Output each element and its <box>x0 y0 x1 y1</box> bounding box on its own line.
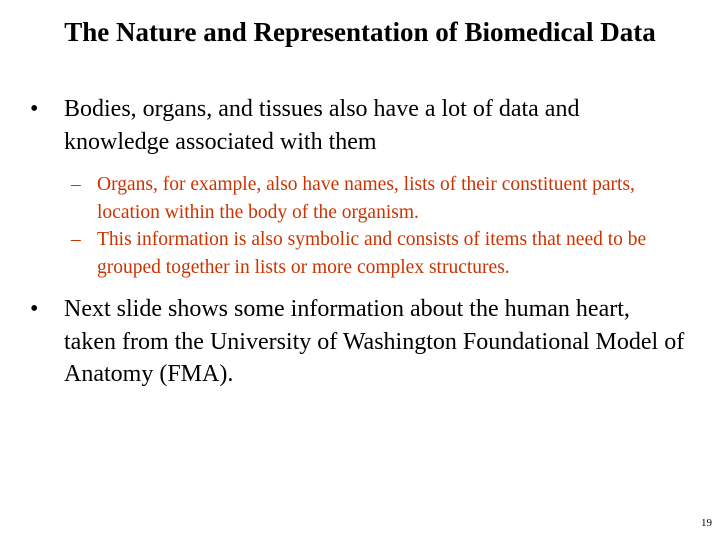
sub-bullet-marker: – <box>71 174 81 195</box>
sub-bullet-text: Organs, for example, also have names, lists of their constituent parts, location within the body of the organism. <box>97 174 635 223</box>
bullet-item <box>26 293 686 391</box>
sub-bullet-item <box>26 171 686 226</box>
page-number: 19 <box>701 517 712 529</box>
slide-title: The Nature and Representation of Biomedical Data <box>64 17 656 47</box>
bullet-list <box>26 93 686 391</box>
sub-bullet-item <box>26 226 686 281</box>
bullet-text: Next slide shows some information about the human heart, taken from the University of Washington Foundational Model of Anatomy (FMA). <box>64 296 685 387</box>
sub-bullet-text: This information is also symbolic and consists of items that need to be grouped together in lists or more complex structures. <box>97 229 647 278</box>
sub-bullet-marker: – <box>71 229 81 250</box>
bullet-marker: • <box>30 296 39 322</box>
bullet-text: Bodies, organs, and tissues also have a lot of data and knowledge associated with them <box>64 96 580 155</box>
bullet-marker: • <box>30 96 39 122</box>
bullet-item <box>26 93 686 281</box>
sub-bullet-list <box>26 171 686 281</box>
